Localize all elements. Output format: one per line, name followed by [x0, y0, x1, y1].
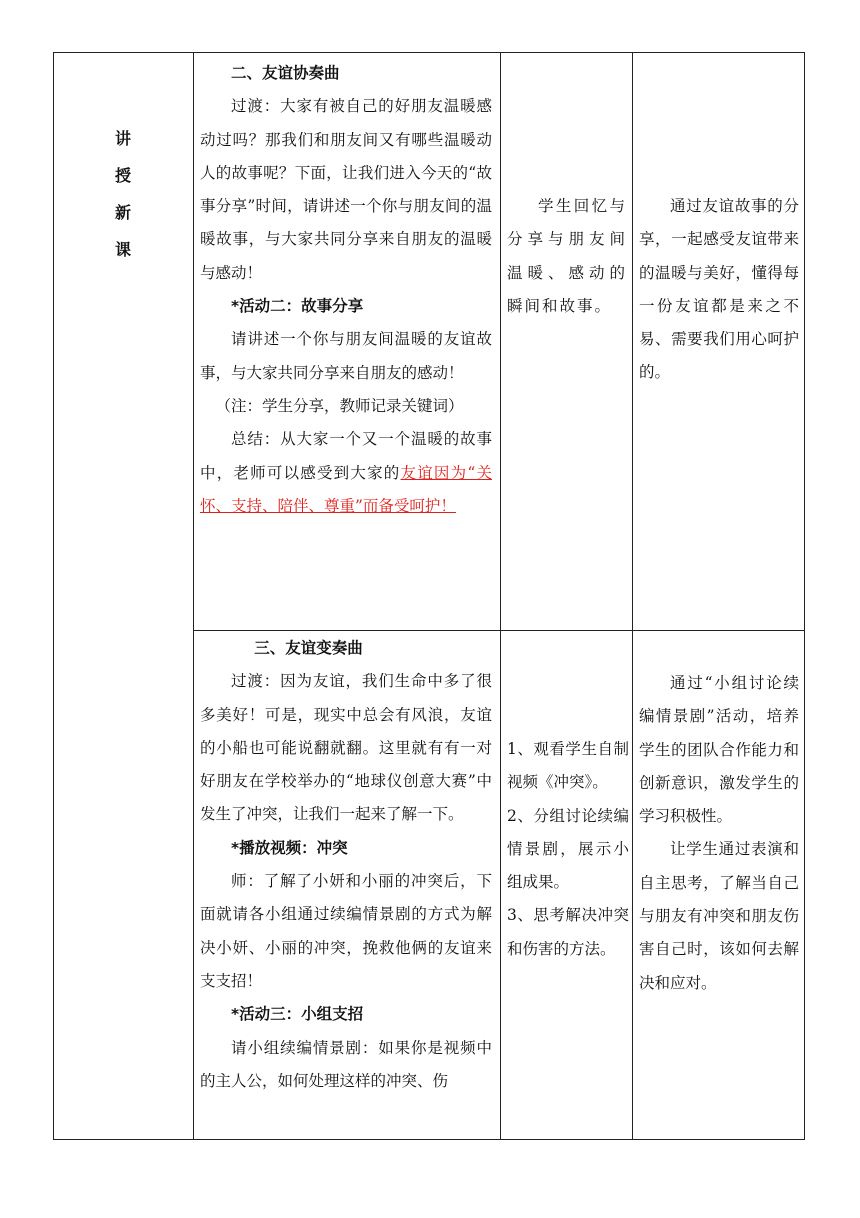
table-right-border	[804, 52, 805, 1140]
section2-student-activity: 学生回忆与分享与朋友间温暖、感动的瞬间和故事。	[507, 197, 627, 315]
section3-instruction: 请小组续编情景剧：如果你是视频中的主人公，如何处理这样的冲突、伤	[200, 1038, 492, 1090]
section3-transition: 过渡：因为友谊，我们生命中多了很多美好！可是，现实中总会有风浪，友谊的小船也可能说翻就翻。这里就有有一对好朋友在学校举办的“地球仪创意大赛”中发生了冲突，让我们一起来了解一下。	[200, 672, 492, 824]
section2-student-cell	[507, 190, 627, 323]
section2-transition: 过渡：大家有被自己的好朋友温暖感动过吗？那我们和朋友间又有哪些温暖动人的故事呢？下面，让我们进入今天的“故事分享”时间，请讲述一个你与朋友间的温暖故事，与大家共同分享来自朋友的温暖与感动！	[200, 97, 492, 282]
section2-intent-cell	[639, 190, 799, 390]
section3-heading: 三、友谊变奏曲	[254, 639, 363, 657]
column-divider-3	[632, 52, 633, 1140]
section3-activity-title: *活动三：小组支招	[231, 1005, 364, 1024]
section3-intent-paragraph: 通过“小组讨论续编情景剧”活动，培养学生的团队合作能力和创新意识，激发学生的学习积极性。	[639, 674, 799, 826]
row-header-teaching-new-lesson	[108, 120, 138, 268]
column-divider-1	[193, 52, 194, 1140]
section3-intent-paragraph: 让学生通过表演和自主思考，了解当自己与朋友有冲突和朋友伤害自己时，该如何去解决和应对。	[639, 840, 799, 992]
row-header-char: 课	[114, 240, 131, 259]
section2-instruction: 请讲述一个你与朋友间温暖的友谊故事，与大家共同分享来自朋友的感动！	[200, 330, 492, 382]
row-header-char: 新	[114, 203, 131, 222]
section3-teacher-cell	[200, 632, 492, 1098]
section3-teacher-remark: 师：了解了小妍和小丽的冲突后，下面就请各小组通过续编情景剧的方式为解决小妍、小丽的冲突，挽救他俩的友谊来支支招！	[200, 872, 492, 990]
section3-video-title: *播放视频：冲突	[231, 838, 348, 857]
column-divider-2	[500, 52, 501, 1140]
section2-note: （注：学生分享，教师记录关键词）	[215, 396, 464, 415]
row-header-char: 授	[114, 166, 131, 185]
section3-intent-cell	[639, 667, 799, 1000]
section2-design-intent: 通过友谊故事的分享，一起感受友谊带来的温暖与美好，懂得每一份友谊都是来之不易、需要我们用心呵护的。	[639, 197, 799, 382]
section2-summary-highlight: 友谊因为“关怀、支持、陪伴、尊重”而备受呵护！	[200, 463, 492, 515]
section2-teacher-cell	[200, 57, 492, 523]
section2-activity-title: *活动二：故事分享	[231, 297, 364, 316]
section2-summary	[200, 423, 492, 523]
section2-summary-lead: 总结：从大家一个又一个温暖的故事中，老师可以感受到大家的	[200, 430, 492, 482]
section3-student-item: 1、观看学生自制视频《冲突》。	[507, 740, 629, 792]
section2-heading: 二、友谊协奏曲	[231, 64, 340, 82]
row-header-char: 讲	[114, 129, 131, 148]
row-divider	[193, 630, 805, 631]
table-bottom-border	[53, 1139, 805, 1140]
table-top-border	[53, 52, 805, 53]
table-left-border	[53, 52, 54, 1140]
section3-student-cell	[507, 733, 629, 966]
section3-student-item: 3、思考解决冲突和伤害的方法。	[507, 906, 629, 958]
section3-student-item: 2、分组讨论续编情景剧，展示小组成果。	[507, 806, 629, 892]
